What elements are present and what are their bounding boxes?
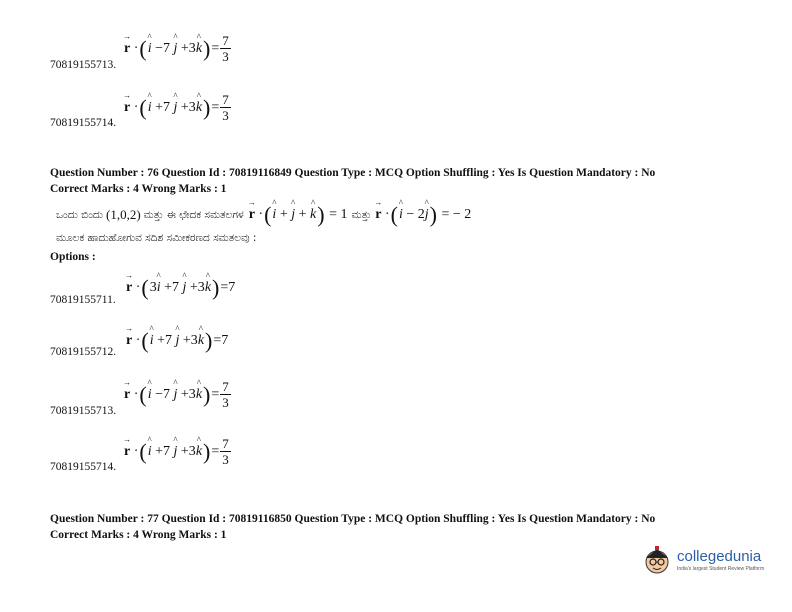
q76-option-714-math: → r · ( ^ i +7 ^ j +3 ^ k ) = $\frac{7}{3}$ [124, 437, 231, 466]
student-mascot-icon [640, 543, 674, 577]
q76-eq1-rhs: = 1 [329, 207, 348, 222]
q76-question-text-line2: ಮೂಲಕ ಹಾದುಹೋಗುವ ಸದಿಶ ಸಮೀಕರಣದ ಸಮತಲವು : [56, 232, 257, 244]
prev-option-714-math: → r · ( ^ i +7 ^ j +3 ^ k ) = $\frac{7}{3}$ [124, 93, 231, 122]
q76-option-712-math: → r · ( ^ i +7 ^ j +3 ^ k ) =7 [126, 330, 228, 352]
q76-text-part1: ಒಂದು ಬಿಂದು [56, 208, 103, 221]
q76-eq2-rhs: = − 2 [441, 207, 472, 222]
q76-plane-eq1: → r · ( ^ i + ^ j + ^ k ) = 1 [249, 204, 348, 226]
q76-header-line1: Question Number : 76 Question Id : 70819116849 Question Type : MCQ Option Shuffling : Yes Is Question Mandatory : No [50, 167, 656, 179]
collegedunia-logo [640, 543, 764, 577]
q76-option-713-id: 70819155713. [50, 405, 117, 417]
q76-option-711-math: → r · ( 3 ^ i +7 ^ j +3 ^ k ) =7 [126, 277, 235, 299]
prev-option-713-id: 70819155713. [50, 59, 117, 71]
q76-plane-eq2: → r · ( ^ i − 2 ^ j ) = − 2 [375, 204, 471, 226]
prev-option-714-id: 70819155714. [50, 117, 117, 129]
q76-option-712-id: 70819155712. [50, 346, 117, 358]
q77-header-line1: Question Number : 77 Question Id : 70819116850 Question Type : MCQ Option Shuffling : Yes Is Question Mandatory : No [50, 513, 656, 525]
q76-options-label: Options : [50, 251, 96, 263]
q76-header-line2: Correct Marks : 4 Wrong Marks : 1 [50, 183, 227, 195]
prev-option-713-math: → r · ( ^ i −7 ^ j +3 ^ k ) = $\frac{7}{3}$ [124, 34, 231, 63]
q76-text-part2: ಮತ್ತು ಈ ಛೇದಕ ಸಮತಲಗಳ [143, 208, 244, 221]
q77-header-line2: Correct Marks : 4 Wrong Marks : 1 [50, 529, 227, 541]
q76-point: (1,0,2) [106, 207, 141, 222]
q76-option-711-id: 70819155711. [50, 294, 116, 306]
logo-tagline: India's largest Student Review Platform [677, 565, 765, 572]
logo-name: collegedunia [677, 547, 762, 565]
q76-option-713-math: → r · ( ^ i −7 ^ j +3 ^ k ) = $\frac{7}{3}$ [124, 380, 231, 409]
q76-text-part3: ಮತ್ತು [351, 208, 372, 221]
q76-option-714-id: 70819155714. [50, 461, 117, 473]
q76-question-text-line1 [56, 204, 471, 226]
